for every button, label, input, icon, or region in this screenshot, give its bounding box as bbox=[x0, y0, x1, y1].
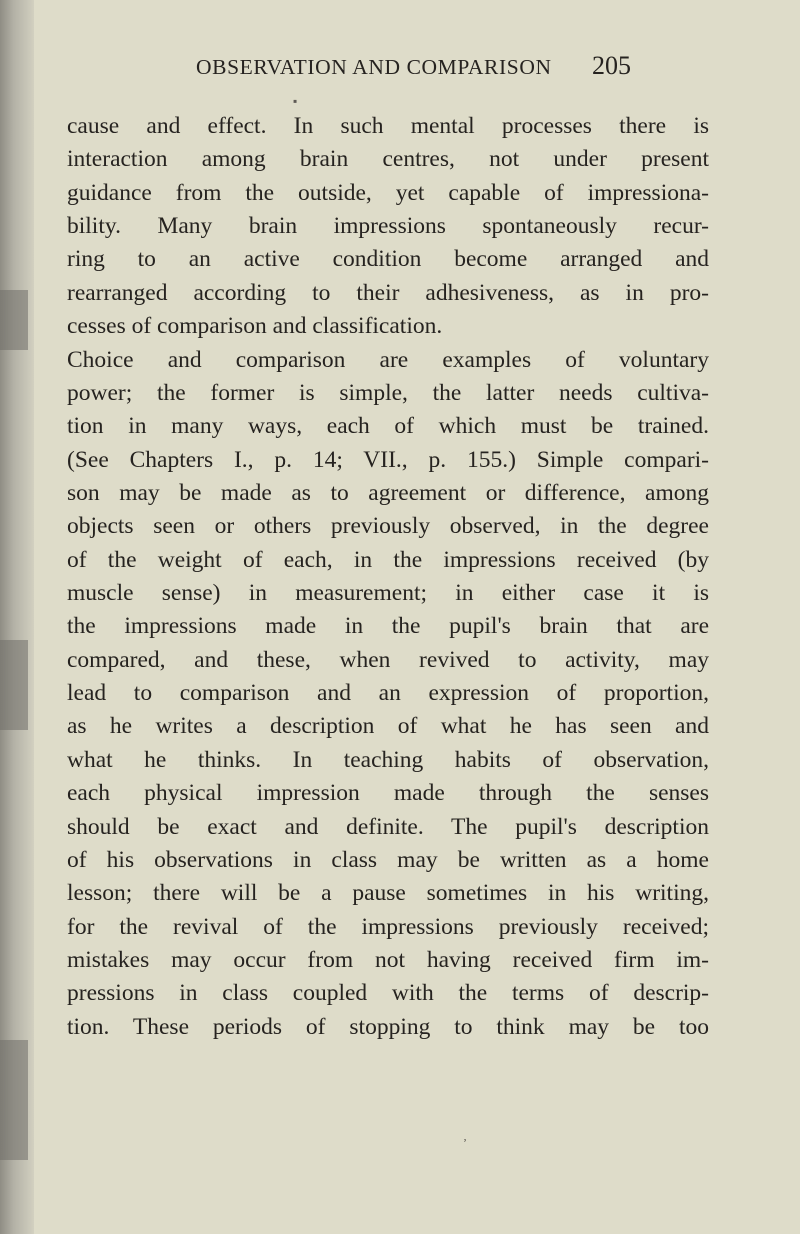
text-line: bility. Many brain impressions spontaneously recur- bbox=[67, 213, 709, 240]
text-line: as he writes a description of what he has seen and bbox=[67, 713, 709, 740]
text-line: (See Chapters I., p. 14; VII., p. 155.) Simple compari- bbox=[67, 446, 709, 473]
text-line: what he thinks. In teaching habits of observation, bbox=[67, 746, 709, 773]
text-line: for the revival of the impressions previously received; bbox=[67, 913, 709, 940]
text-line: son may be made as to agreement or difference, among bbox=[67, 479, 709, 506]
page-header bbox=[0, 51, 800, 95]
ink-speck: ▪ bbox=[293, 94, 298, 108]
text-line: mistakes may occur from not having received firm im- bbox=[67, 946, 709, 973]
text-line: tion. These periods of stopping to think may be too bbox=[67, 1013, 709, 1040]
text-line: interaction among brain centres, not under present bbox=[67, 146, 709, 173]
body-text bbox=[67, 110, 709, 1044]
gutter-stain bbox=[0, 640, 28, 730]
text-line: muscle sense) in measurement; in either case it is bbox=[67, 580, 709, 607]
text-line: objects seen or others previously observed, in the degree bbox=[67, 513, 709, 540]
text-line: ring to an active condition become arranged and bbox=[67, 246, 709, 273]
ink-speck: ʼ bbox=[463, 1136, 467, 1150]
text-line: should be exact and definite. The pupil's description bbox=[67, 813, 709, 840]
text-line: pressions in class coupled with the terms of descrip- bbox=[67, 980, 709, 1007]
text-line: power; the former is simple, the latter needs cultiva- bbox=[67, 379, 709, 406]
text-line: lesson; there will be a pause sometimes in his writing, bbox=[67, 880, 709, 907]
text-line: of the weight of each, in the impressions received (by bbox=[67, 546, 709, 573]
text-line: the impressions made in the pupil's brain that are bbox=[67, 613, 709, 640]
text-line: lead to comparison and an expression of proportion, bbox=[67, 680, 709, 707]
text-line: cause and effect. In such mental processes there is bbox=[67, 113, 709, 139]
text-line: of his observations in class may be written as a home bbox=[67, 846, 709, 873]
text-line: guidance from the outside, yet capable of impressiona- bbox=[67, 179, 709, 206]
text-line: Choice and comparison are examples of voluntary bbox=[67, 346, 709, 373]
text-line: rearranged according to their adhesiveness, as in pro- bbox=[67, 279, 709, 306]
page-number: 205 bbox=[592, 51, 631, 80]
text-line: tion in many ways, each of which must be trained. bbox=[67, 413, 709, 440]
text-line: compared, and these, when revived to activity, may bbox=[67, 646, 709, 673]
gutter-stain bbox=[0, 290, 28, 350]
text-line: each physical impression made through the senses bbox=[67, 780, 709, 807]
running-head: OBSERVATION AND COMPARISON bbox=[196, 55, 552, 79]
text-line: cesses of comparison and classification. bbox=[67, 313, 443, 340]
gutter-stain bbox=[0, 1040, 28, 1160]
